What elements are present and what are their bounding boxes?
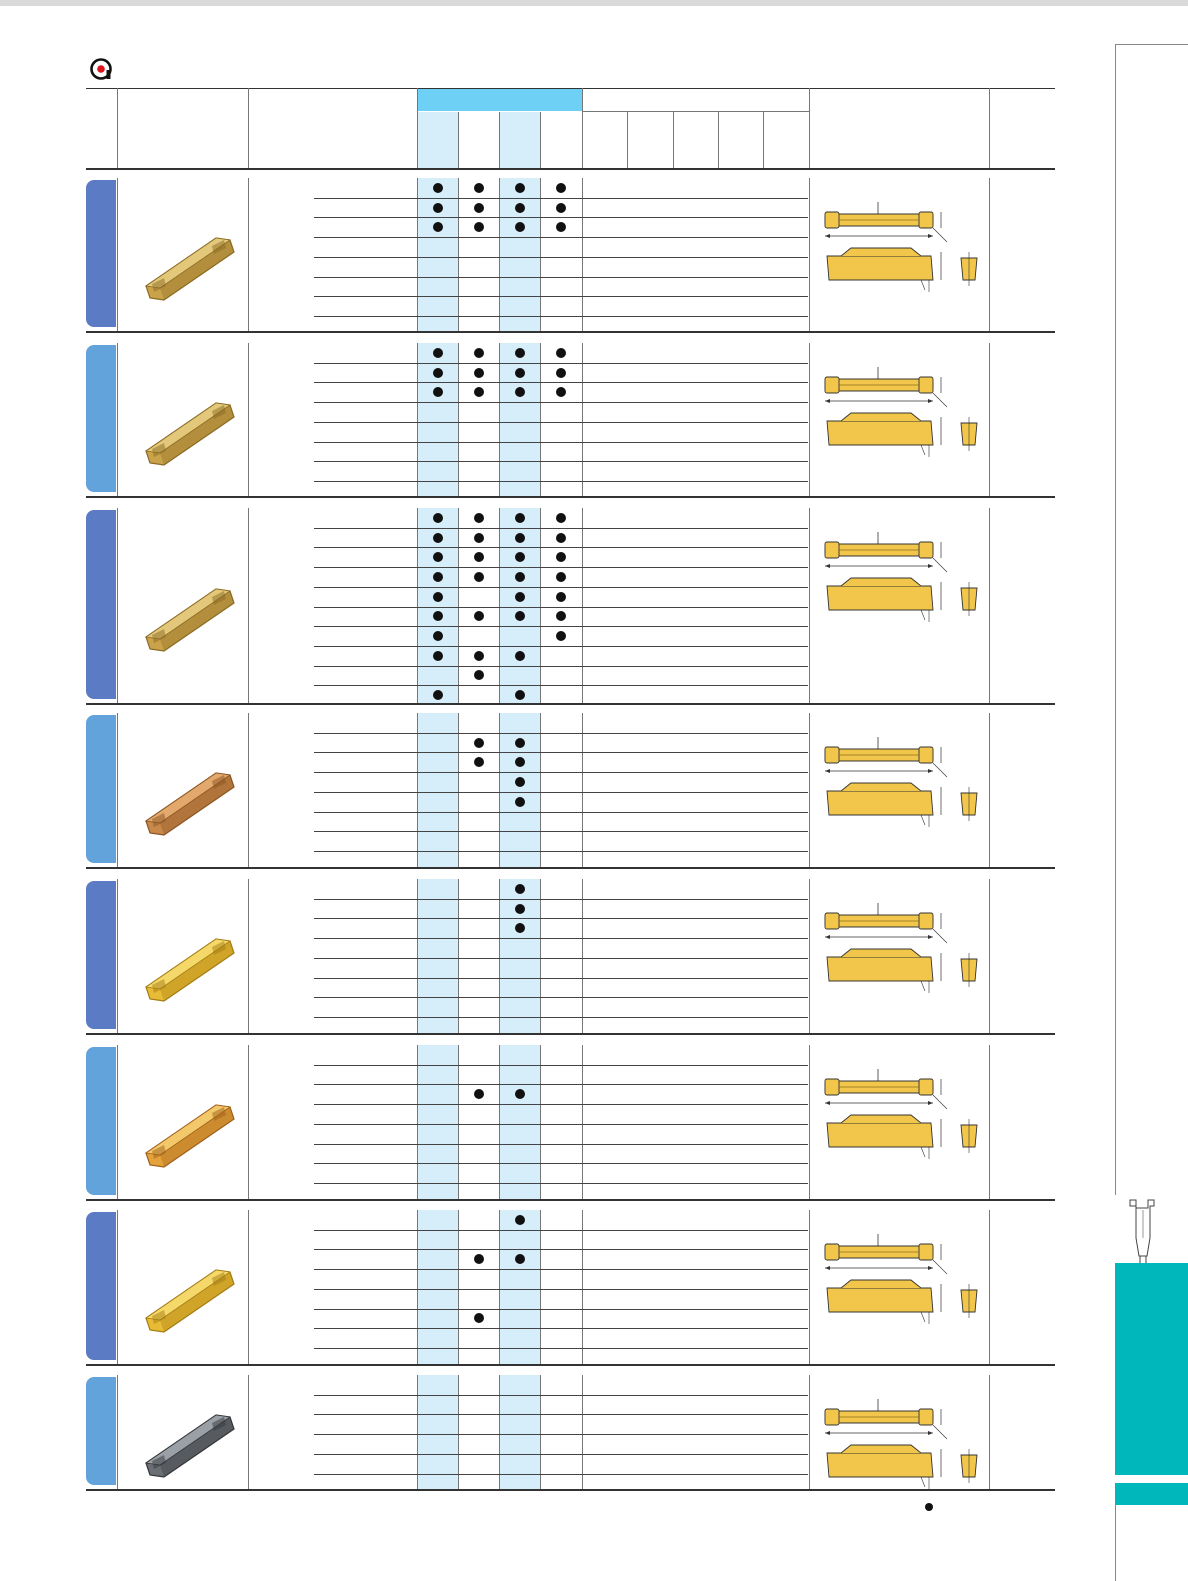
group-column-divider [117, 1375, 118, 1489]
grade-column-shade [417, 713, 458, 867]
group-column-divider [417, 343, 418, 496]
group-column-divider [417, 713, 418, 867]
group-column-divider [809, 508, 810, 703]
table-row-rule [314, 316, 808, 317]
group-column-divider [117, 343, 118, 496]
group-bottom-rule [86, 496, 1055, 498]
insert-dimension-diagram [821, 365, 991, 480]
grade-availability-dot [515, 387, 525, 397]
group-bottom-rule [86, 1364, 1055, 1366]
grade-availability-dot [556, 552, 566, 562]
table-row-rule [314, 1124, 808, 1125]
group-column-divider [248, 508, 249, 703]
group-column-divider [582, 713, 583, 867]
grade-availability-dot [556, 513, 566, 523]
grade-availability-dot [556, 533, 566, 543]
gold-double-ended-insert [138, 577, 238, 662]
group-column-divider [582, 343, 583, 496]
grade-header-divider [540, 112, 541, 168]
group-column-divider [499, 1210, 500, 1364]
table-row-rule [314, 899, 808, 900]
grade-availability-dot [433, 222, 443, 232]
series-tab[interactable] [86, 510, 116, 699]
grade-availability-dot [556, 592, 566, 602]
grade-availability-dot [433, 592, 443, 602]
group-column-divider [499, 1045, 500, 1199]
group-column-divider [582, 1375, 583, 1489]
group-bottom-rule [86, 1489, 1055, 1491]
group-column-divider [809, 1045, 810, 1199]
grade-column-shade [499, 879, 540, 1033]
table-row-rule [314, 461, 808, 462]
table-row-rule [314, 1309, 808, 1310]
grade-availability-dot [433, 611, 443, 621]
product-group [86, 343, 1055, 498]
cutting-header-divider [718, 112, 719, 168]
group-column-divider [582, 1045, 583, 1199]
grade-availability-dot [474, 183, 484, 193]
group-column-divider [248, 713, 249, 867]
product-group [86, 879, 1055, 1035]
table-row-rule [314, 1348, 808, 1349]
table-row-rule [314, 217, 808, 218]
group-column-divider [117, 508, 118, 703]
product-group [86, 508, 1055, 705]
insert-dimension-diagram [821, 200, 991, 315]
grade-availability-dot [515, 611, 525, 621]
group-column-divider [809, 178, 810, 331]
grade-availability-dot [474, 552, 484, 562]
grade-availability-dot [515, 1215, 525, 1225]
grade-availability-dot [474, 222, 484, 232]
group-column-divider [458, 508, 459, 703]
group-column-divider [540, 343, 541, 496]
grade-availability-dot [433, 348, 443, 358]
table-row-rule [314, 997, 808, 998]
grade-availability-dot [515, 368, 525, 378]
table-row-rule [314, 567, 808, 568]
table-row-rule [314, 528, 808, 529]
parting-grooving-icon [90, 58, 112, 80]
table-row-rule [314, 1104, 808, 1105]
grade-availability-dot [556, 572, 566, 582]
group-column-divider [117, 1210, 118, 1364]
group-column-divider [458, 1210, 459, 1364]
table-row-rule [314, 237, 808, 238]
header-column-divider [989, 88, 990, 168]
grade-availability-dot [474, 611, 484, 621]
grade-availability-dot [515, 904, 525, 914]
grade-availability-dot [433, 552, 443, 562]
grade-availability-dot [515, 572, 525, 582]
group-column-divider [417, 1045, 418, 1199]
insert-dimension-diagram [821, 1067, 991, 1182]
group-column-divider [809, 879, 810, 1033]
grade-availability-dot [556, 611, 566, 621]
table-row-rule [314, 1474, 808, 1475]
grade-availability-dot [515, 203, 525, 213]
grade-availability-dot [433, 690, 443, 700]
grade-column-shade [417, 1045, 458, 1199]
grade-availability-dot [433, 533, 443, 543]
side-index-bottom-rule [1115, 1505, 1116, 1581]
grade-column-shade [417, 879, 458, 1033]
table-header-bottom-rule [86, 168, 1055, 170]
group-column-divider [499, 343, 500, 496]
table-row-rule [314, 792, 808, 793]
group-column-divider [582, 178, 583, 331]
grade-availability-dot [515, 183, 525, 193]
group-column-divider [809, 713, 810, 867]
grade-availability-dot [433, 203, 443, 213]
grade-availability-dot [556, 222, 566, 232]
table-row-rule [314, 666, 808, 667]
grade-availability-dot [433, 651, 443, 661]
table-row-rule [314, 1289, 808, 1290]
group-column-divider [540, 1375, 541, 1489]
group-column-divider [117, 713, 118, 867]
grade-availability-dot [515, 222, 525, 232]
grade-availability-dot [515, 690, 525, 700]
group-column-divider [117, 1045, 118, 1199]
grade-column-group-header [417, 89, 582, 111]
grade-availability-dot [515, 797, 525, 807]
product-group [86, 1375, 1055, 1491]
yellow-double-ended-insert [138, 927, 238, 1012]
grade-availability-dot [474, 203, 484, 213]
grade-availability-dot [556, 387, 566, 397]
group-column-divider [417, 1210, 418, 1364]
table-row-rule [314, 198, 808, 199]
group-bottom-rule [86, 703, 1055, 705]
table-row-rule [314, 422, 808, 423]
table-row-rule [314, 918, 808, 919]
group-column-divider [540, 1210, 541, 1364]
grade-header-divider [499, 112, 500, 168]
side-index-tab-active[interactable] [1115, 1263, 1188, 1475]
table-row-rule [314, 1183, 808, 1184]
group-column-divider [458, 178, 459, 331]
grade-availability-dot [515, 1254, 525, 1264]
cutting-header-divider [763, 112, 764, 168]
grade-availability-dot [515, 757, 525, 767]
group-bottom-rule [86, 1199, 1055, 1201]
group-column-divider [117, 879, 118, 1033]
bronze-round-insert [138, 761, 238, 846]
cutting-header-divider [627, 112, 628, 168]
grade-availability-dot [474, 670, 484, 680]
legend-dot [925, 1503, 933, 1511]
table-row-rule [314, 1249, 808, 1250]
grade-availability-dot [433, 631, 443, 641]
group-column-divider [540, 879, 541, 1033]
grade-header-shade [417, 112, 458, 168]
grade-availability-dot [515, 513, 525, 523]
table-row-rule [314, 1395, 808, 1396]
insert-dimension-diagram [821, 1232, 991, 1347]
cutting-header-divider [673, 112, 674, 168]
group-column-divider [458, 1045, 459, 1199]
grade-availability-dot [474, 513, 484, 523]
grade-availability-dot [433, 368, 443, 378]
grade-availability-dot [515, 1089, 525, 1099]
grade-availability-dot [433, 513, 443, 523]
table-row-rule [314, 296, 808, 297]
grade-availability-dot [515, 533, 525, 543]
grade-availability-dot [515, 348, 525, 358]
grade-column-shade [499, 1375, 540, 1489]
series-tab[interactable] [86, 345, 116, 492]
yellow-double-ended-insert [138, 1258, 238, 1343]
series-tab[interactable] [86, 1047, 116, 1195]
grade-column-shade [499, 713, 540, 867]
group-column-divider [540, 713, 541, 867]
group-column-divider [248, 879, 249, 1033]
group-column-divider [499, 1375, 500, 1489]
group-column-divider [540, 178, 541, 331]
grade-availability-dot [474, 387, 484, 397]
insert-dimension-diagram [821, 530, 991, 645]
grade-availability-dot [474, 651, 484, 661]
cutting-header-divider [582, 112, 583, 168]
table-row-rule [314, 481, 808, 482]
grade-column-shade [417, 1375, 458, 1489]
series-tab[interactable] [86, 1212, 116, 1360]
grade-header-divider [417, 112, 418, 168]
insert-catalog-table [86, 88, 1055, 1508]
grade-column-shade [499, 1210, 540, 1364]
table-row-rule [314, 772, 808, 773]
side-index-tab-strip [1115, 1483, 1188, 1505]
series-tab[interactable] [86, 180, 116, 327]
product-group [86, 1045, 1055, 1201]
group-column-divider [248, 343, 249, 496]
group-column-divider [417, 879, 418, 1033]
grade-availability-dot [515, 592, 525, 602]
table-row-rule [314, 1454, 808, 1455]
grade-availability-dot [556, 203, 566, 213]
table-row-rule [314, 685, 808, 686]
grade-availability-dot [474, 368, 484, 378]
table-row-rule [314, 257, 808, 258]
grade-availability-dot [474, 533, 484, 543]
grade-availability-dot [515, 552, 525, 562]
grey-double-ended-insert [138, 1403, 238, 1488]
grade-header-divider [458, 112, 459, 168]
grade-availability-dot [474, 572, 484, 582]
table-row-rule [314, 733, 808, 734]
grade-availability-dot [433, 183, 443, 193]
table-row-rule [314, 1084, 808, 1085]
grade-availability-dot [515, 884, 525, 894]
insert-dimension-diagram [821, 901, 991, 1016]
group-column-divider [499, 713, 500, 867]
grooving-holder-icon [1128, 1198, 1158, 1268]
insert-dimension-diagram [821, 735, 991, 850]
series-tab[interactable] [86, 881, 116, 1029]
orange-gold-insert [138, 1093, 238, 1178]
grade-availability-dot [474, 348, 484, 358]
gold-double-ended-insert [138, 391, 238, 476]
group-column-divider [117, 178, 118, 331]
grade-availability-dot [474, 1313, 484, 1323]
grade-availability-dot [556, 348, 566, 358]
table-row-rule [314, 1434, 808, 1435]
side-index-frame [1115, 44, 1188, 1195]
table-row-rule [314, 1328, 808, 1329]
table-row-rule [314, 587, 808, 588]
group-column-divider [499, 879, 500, 1033]
table-row-rule [314, 382, 808, 383]
product-group [86, 713, 1055, 869]
grade-availability-dot [433, 572, 443, 582]
gold-double-ended-insert [138, 226, 238, 311]
header-column-divider [248, 88, 249, 168]
table-row-rule [314, 402, 808, 403]
table-row-rule [314, 1017, 808, 1018]
group-column-divider [417, 178, 418, 331]
grade-availability-dot [474, 1254, 484, 1264]
grade-availability-dot [474, 1089, 484, 1099]
group-column-divider [540, 1045, 541, 1199]
group-bottom-rule [86, 867, 1055, 869]
group-column-divider [458, 1375, 459, 1489]
group-column-divider [458, 713, 459, 867]
group-bottom-rule [86, 1033, 1055, 1035]
grade-availability-dot [515, 738, 525, 748]
table-row-rule [314, 831, 808, 832]
group-column-divider [582, 508, 583, 703]
group-column-divider [417, 508, 418, 703]
group-column-divider [248, 1375, 249, 1489]
group-column-divider [248, 1210, 249, 1364]
table-row-rule [314, 1163, 808, 1164]
table-row-rule [314, 1144, 808, 1145]
grade-availability-dot [474, 757, 484, 767]
table-row-rule [314, 851, 808, 852]
group-column-divider [540, 508, 541, 703]
table-row-rule [314, 646, 808, 647]
grade-availability-dot [515, 651, 525, 661]
group-column-divider [809, 343, 810, 496]
grade-header-shade [499, 112, 540, 168]
group-column-divider [809, 1375, 810, 1489]
product-group [86, 1210, 1055, 1366]
table-row-rule [314, 1414, 808, 1415]
grade-availability-dot [556, 368, 566, 378]
grade-availability-dot [515, 777, 525, 787]
grade-column-shade [417, 1210, 458, 1364]
table-row-rule [314, 1230, 808, 1231]
cutting-data-header-rule [582, 111, 809, 112]
header-column-divider [117, 88, 118, 168]
group-column-divider [582, 879, 583, 1033]
grade-availability-dot [474, 738, 484, 748]
grade-column-shade [499, 343, 540, 496]
cutting-header-divider [809, 112, 810, 168]
table-row-rule [314, 1065, 808, 1066]
group-column-divider [417, 1375, 418, 1489]
group-column-divider [458, 343, 459, 496]
table-row-rule [314, 277, 808, 278]
grade-column-shade [499, 178, 540, 331]
grade-availability-dot [556, 631, 566, 641]
grade-availability-dot [556, 183, 566, 193]
table-row-rule [314, 626, 808, 627]
group-column-divider [582, 1210, 583, 1364]
table-row-rule [314, 938, 808, 939]
group-bottom-rule [86, 331, 1055, 333]
group-column-divider [248, 178, 249, 331]
table-row-rule [314, 1269, 808, 1270]
table-row-rule [314, 978, 808, 979]
group-column-divider [499, 508, 500, 703]
top-bar [0, 0, 1188, 6]
table-row-rule [314, 958, 808, 959]
grade-column-shade [499, 1045, 540, 1199]
group-column-divider [458, 879, 459, 1033]
table-row-rule [314, 607, 808, 608]
product-group [86, 178, 1055, 333]
grade-availability-dot [433, 387, 443, 397]
grade-availability-dot [515, 923, 525, 933]
insert-dimension-diagram [821, 1397, 991, 1512]
table-row-rule [314, 363, 808, 364]
group-column-divider [809, 1210, 810, 1364]
grade-column-shade [417, 343, 458, 496]
group-column-divider [248, 1045, 249, 1199]
series-tab[interactable] [86, 715, 116, 863]
group-column-divider [499, 178, 500, 331]
series-tab[interactable] [86, 1377, 116, 1485]
table-row-rule [314, 752, 808, 753]
grade-column-shade [417, 178, 458, 331]
table-row-rule [314, 547, 808, 548]
table-row-rule [314, 442, 808, 443]
table-row-rule [314, 812, 808, 813]
